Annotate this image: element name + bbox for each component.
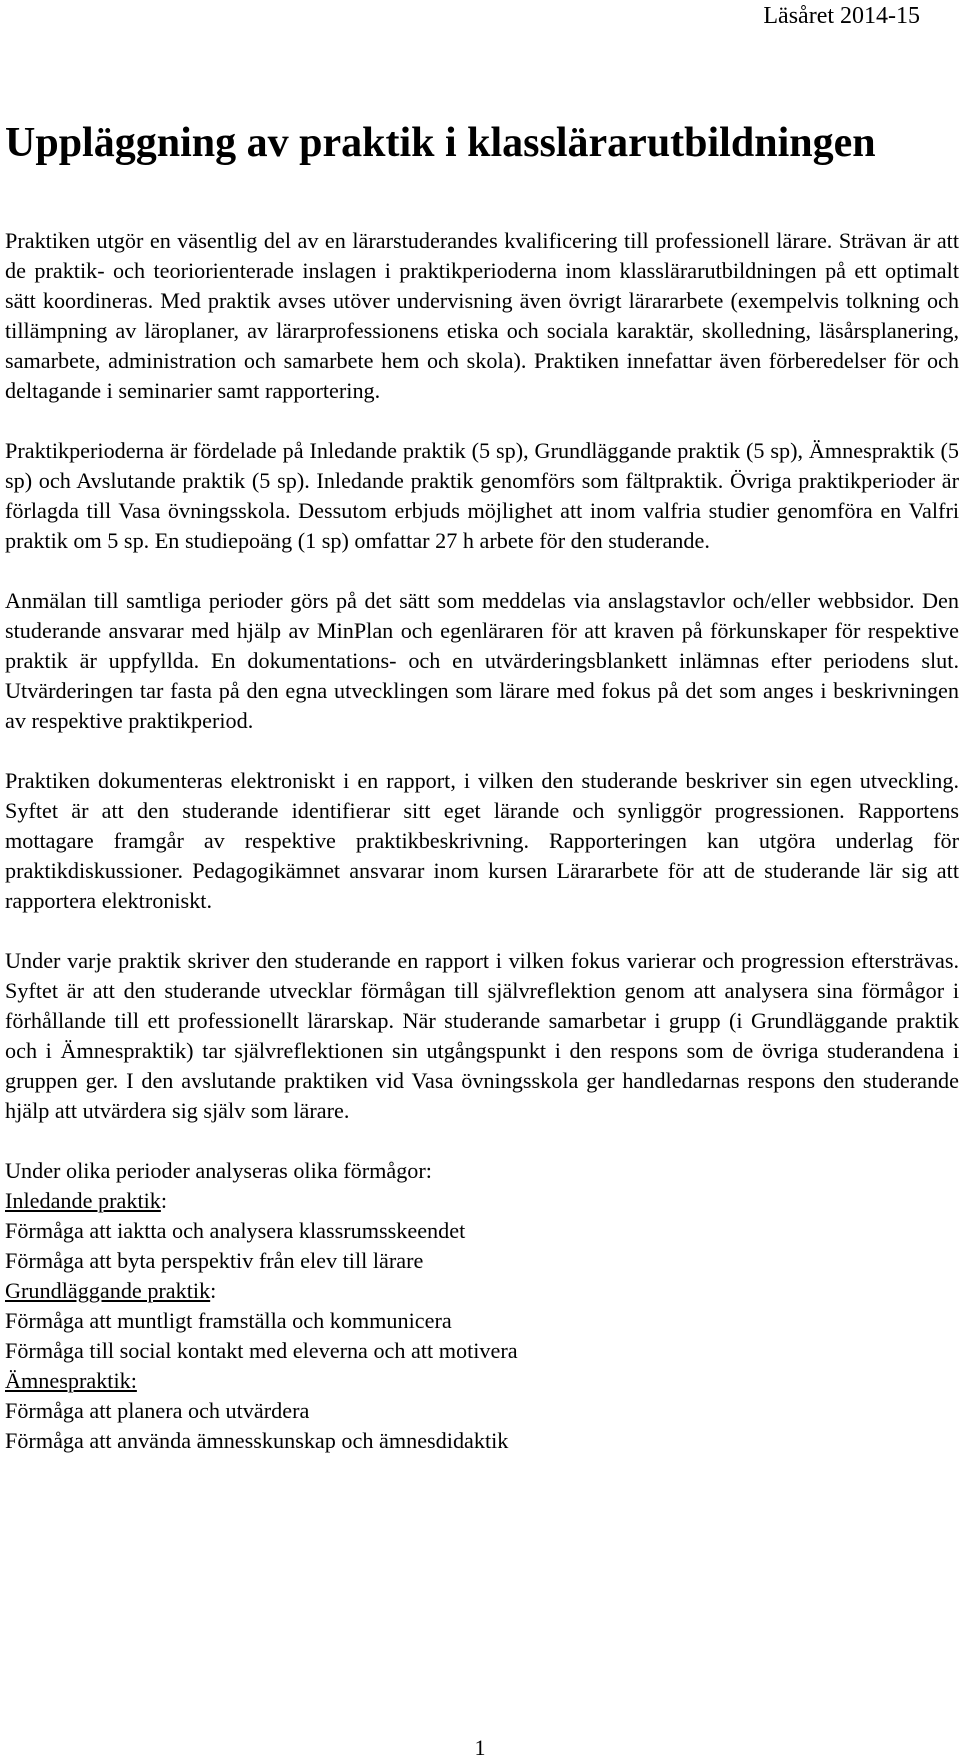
list-item: Förmåga till social kontakt med eleverna och att motivera bbox=[5, 1338, 518, 1363]
section-heading-amnespraktik: Ämnespraktik: bbox=[5, 1368, 137, 1393]
abilities-list bbox=[5, 1156, 959, 1456]
paragraph-registration: Anmälan till samtliga perioder görs på det sätt som meddelas via anslagstavlor och/eller webbsidor. Den studerande ansvarar med hjälp av MinPlan och egenläraren för att kraven på förkunskaper för respektive praktik är uppfyllda. En dokumentations- och en utvärderingsblankett inlämnas efter periodens slut. Utvärderingen tar fasta på den egna utvecklingen som lärare med fokus på det som anges i beskrivningen av respektive praktikperiod. bbox=[5, 588, 959, 733]
paragraph-practice-periods: Praktikperioderna är fördelade på Inledande praktik (5 sp), Grundläggande praktik (5 sp), Ämnespraktik (5 sp) och Avslutande praktik (5 sp). Inledande praktik genomförs som fältpraktik. Övriga praktikperioder är förlagda till Vasa övningsskola. Dessutom erbjuds möjlighet att inom valfria studier genomföra en Valfri praktik om 5 sp. En studiepoäng (1 sp) omfattar 27 h arbete för den studerande. bbox=[5, 438, 959, 553]
section-heading-line bbox=[5, 1186, 959, 1216]
list-item: Förmåga att byta perspektiv från elev till lärare bbox=[5, 1248, 424, 1273]
list-item: Förmåga att muntligt framställa och kommunicera bbox=[5, 1308, 452, 1333]
section-heading-grundlaggande: Grundläggande praktik bbox=[5, 1278, 211, 1303]
list-item: Förmåga att planera och utvärdera bbox=[5, 1398, 310, 1423]
page-number: 1 bbox=[474, 1735, 486, 1760]
list-item: Förmåga att använda ämnesskunskap och ämnesdidaktik bbox=[5, 1428, 509, 1453]
section-heading-suffix: : bbox=[160, 1188, 168, 1213]
school-year-label: Läsåret 2014-15 bbox=[763, 3, 920, 29]
paragraph-documentation: Praktiken dokumenteras elektroniskt i en rapport, i vilken den studerande beskriver sin egen utveckling. Syftet är att den studerande identifierar sitt eget lärande och synliggör progressionen. Rapportens mottagare framgår av respektive praktikbeskrivning. Rapporteringen kan utgöra underlag för praktikdiskussioner. Pedagogikämnet ansvarar inom kursen Lärararbete för att de studerande lär sig att rapportera elektroniskt. bbox=[5, 768, 959, 913]
page-title: Uppläggning av praktik i klasslärarutbildningen bbox=[5, 120, 876, 166]
section-heading-line bbox=[5, 1366, 959, 1396]
paragraph-self-reflection: Under varje praktik skriver den studerande en rapport i vilken fokus varierar och progression eftersträvas. Syftet är att den studerande utvecklar förmågan till självreflektion genom att analysera sina förmågor i förhållande till ett professionellt lärarskap. När studerande samarbetar i grupp (i Grundläggande praktik och i Ämnespraktik) tar självreflektionen sin utgångspunkt i den respons som de övriga studerandena i gruppen ger. I den avslutande praktiken vid Vasa övningsskola ger handledarnas respons den studerande hjälp att utvärdera sig själv som lärare. bbox=[5, 948, 959, 1123]
paragraph-practice-purpose: Praktiken utgör en väsentlig del av en lärarstuderandes kvalificering till professionell lärare. Strävan är att de praktik- och teoriorienterade inslagen i praktikperioderna inom klasslärarutbildningen på ett optimalt sätt koordineras. Med praktik avses utöver undervisning även övrigt lärararbete (exempelvis tolkning och tillämpning av läroplaner, av lärarprofessionens etiska och sociala karaktär, skolledning, läsårsplanering, samarbete, administration och samarbete hem och skola). Praktiken innefattar även förberedelser för och deltagande i seminarier samt rapportering. bbox=[5, 228, 959, 403]
document-body bbox=[5, 226, 959, 1456]
abilities-intro: Under olika perioder analyseras olika förmågor: bbox=[5, 1158, 432, 1183]
section-heading-suffix: : bbox=[210, 1278, 217, 1303]
section-heading-inledande: Inledande praktik bbox=[5, 1188, 161, 1213]
section-heading-line bbox=[5, 1276, 959, 1306]
list-item: Förmåga att iaktta och analysera klassrumsskeendet bbox=[5, 1218, 466, 1243]
